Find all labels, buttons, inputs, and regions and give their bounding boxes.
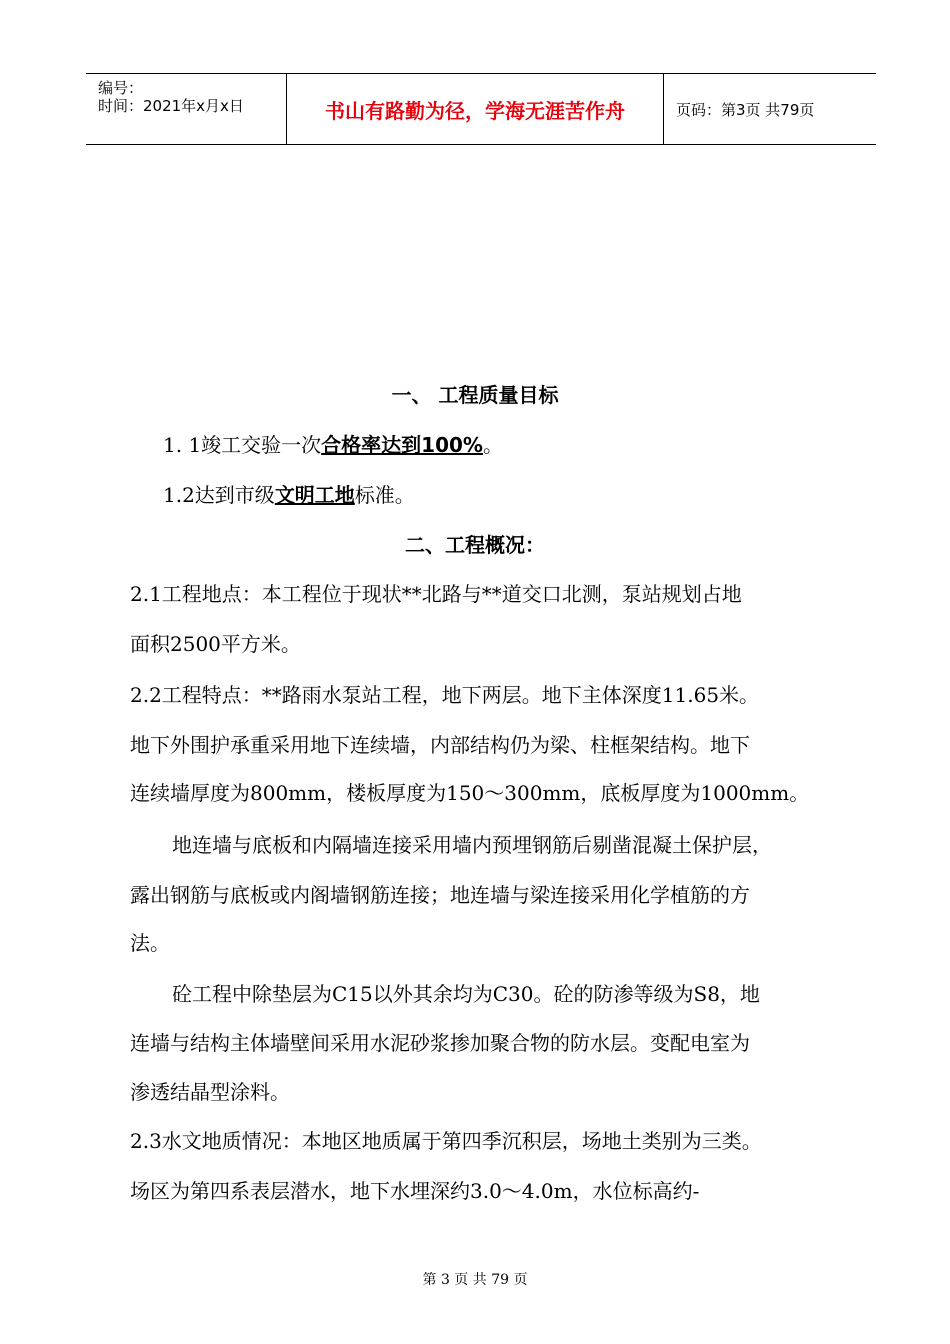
para-2-2-line-1: 2.2工程特点：**路雨水泵站工程，地下两层。地下主体深度11.65米。 <box>130 683 760 707</box>
page-header <box>86 73 876 145</box>
header-info-cell <box>86 74 287 144</box>
para-2-1-line-2: 面积2500平方米。 <box>130 632 301 656</box>
header-page-label: 页码：第3页 共79页 <box>676 100 815 119</box>
para-2-2b-line-1: 地连墙与底板和内隔墙连接采用墙内预埋钢筋后剔凿混凝土保护层， <box>172 833 772 857</box>
item-1-1-emphasis: 合格率达到100% <box>321 433 483 457</box>
para-2-2-line-3: 连续墙厚度为800mm，楼板厚度为150～300mm，底板厚度为1000mm。 <box>130 781 810 805</box>
header-motto: 书山有路勤为径，学海无涯苦作舟 <box>287 74 664 144</box>
item-1-1 <box>163 433 503 457</box>
item-1-2-prefix: 1.2达到市级 <box>163 483 275 507</box>
item-1-2 <box>163 483 415 507</box>
para-2-2b-line-3: 法。 <box>130 931 170 955</box>
para-2-2-line-2: 地下外围护承重采用地下连续墙，内部结构仍为梁、柱框架结构。地下 <box>130 733 750 757</box>
section-1-title: 一、 工程质量目标 <box>391 383 559 407</box>
doc-number-label: 编号： <box>98 79 144 97</box>
doc-time-label: 时间：2021年x月x日 <box>98 97 244 115</box>
section-2-title: 二、工程概况： <box>405 533 545 557</box>
para-2-3-line-1: 2.3水文地质情况：本地区地质属于第四季沉积层，场地土类别为三类。 <box>130 1129 762 1153</box>
page-footer: 第 3 页 共 79 页 <box>422 1272 528 1288</box>
para-2-2b-line-2: 露出钢筋与底板或内阁墙钢筋连接；地连墙与梁连接采用化学植筋的方 <box>130 883 750 907</box>
item-1-1-suffix: 。 <box>482 433 503 457</box>
para-2-2c-line-1: 砼工程中除垫层为C15以外其余均为C30。砼的防渗等级为S8，地 <box>172 982 760 1006</box>
para-2-1-line-1: 2.1工程地点：本工程位于现状**北路与**道交口北测，泵站规划占地 <box>130 582 742 606</box>
para-2-3-line-2: 场区为第四系表层潜水，地下水埋深约3.0～4.0m，水位标高约- <box>130 1179 700 1203</box>
item-1-1-prefix: 1. 1竣工交验一次 <box>163 433 322 457</box>
para-2-2c-line-3: 渗透结晶型涂料。 <box>130 1080 290 1104</box>
item-1-2-suffix: 标准。 <box>354 483 415 507</box>
para-2-2c-line-2: 连墙与结构主体墙壁间采用水泥砂浆掺加聚合物的防水层。变配电室为 <box>130 1031 750 1055</box>
item-1-2-emphasis: 文明工地 <box>274 483 355 507</box>
